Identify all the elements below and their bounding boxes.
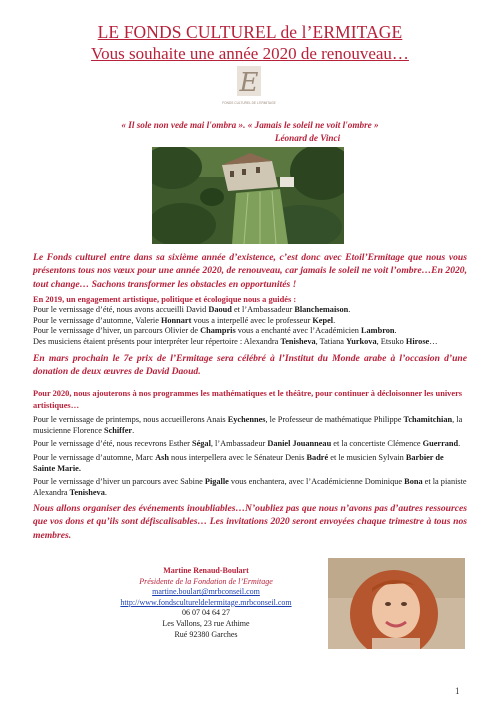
page-title: LE FONDS CULTUREL de l’ERMITAGE — [97, 22, 403, 42]
intro-paragraph: Le Fonds culturel entre dans sa sixième année d’existence, c’est donc avec Etoil’Ermitage que nous vous présentons tous nos vœux pour une année 2020, de renouveau, car jamais le soleil ne voit l’ombre…En 2020, tout change… Sachons transformer les obstacles en opportunités ! — [33, 252, 467, 290]
closing-paragraph: Nous allons organiser des événements inoubliables…N’oubliez pas que nous n’avons pas d’autres ressources que vos dons et qu’ils sont défiscalisables… Les invitations 2020 seront envoyées chaque trimestre à tous nos membres. — [33, 503, 467, 541]
quote-text: « Il sole non vede mai l'ombra ». « Jamais le soleil ne voit l'ombre » — [121, 120, 379, 130]
section-2020 — [33, 388, 467, 501]
page-number: 1 — [455, 686, 460, 696]
signature-address-line-2: Rué 92380 Garches — [174, 629, 238, 639]
section-2020-line-3: Pour le vernissage d’automne, Marc Ash nous interpellera avec le Sénateur Denis Badré et le musicien Sylvain Barbier de Sainte Marie. — [33, 453, 444, 473]
signature-role: Présidente de la Fondation de l’Ermitage — [139, 576, 273, 586]
section-2019-line-1: Pour le vernissage d’été, nous avons accueilli David Daoud et l’Ambassadeur Blanchemaison. — [33, 305, 351, 315]
section-2019 — [33, 295, 467, 347]
signature-name: Martine Renaud-Boulart — [163, 566, 249, 575]
section-2020-line-1: Pour le vernissage de printemps, nous accueillerons Anais Eychennes, le Professeur de mathématique Philippe Tchamitchian, la musicienne Florence Schiffer. — [33, 415, 463, 435]
quote-author: Léonard de Vinci — [274, 133, 341, 143]
logo-caption: FONDS CULTUREL DE L'ERMITAGE — [222, 101, 276, 105]
section-2019-line-3: Pour le vernissage d’hiver, un parcours Olivier de Champris vous a enchanté avec l’Académicien Lambron. — [33, 326, 397, 336]
signature-website-link[interactable]: http://www.fondscultureldelermitage.mrbconseil.com — [120, 597, 292, 607]
section-2019-line-4: Des musiciens étaient présents pour interpréter leur répertoire : Alexandra Tenisheva, Tatiana Yurkova, Etsuko Hirose… — [33, 336, 438, 346]
portrait-photo — [328, 558, 465, 649]
section-2019-line-2: Pour le vernissage d’automne, Valerie Honnart vous a interpellé avec le professeur Kepel. — [33, 315, 336, 325]
section-2020-heading: Pour 2020, nous ajouterons à nos programmes les mathématiques et le théâtre, pour continuer à décloisonner les univers artistiques… — [33, 389, 463, 410]
section-2020-line-4: Pour le vernissage d’hiver un parcours avec Sabine Pigalle vous enchantera, avec l’Académicienne Dominique Bona et la pianiste Alexandra Tenisheva. — [33, 477, 467, 497]
signature-address-line-1: Les Vallons, 23 rue Athime — [162, 618, 250, 628]
section-2019-heading: En 2019, un engagement artistique, politique et écologique nous a guidés : — [33, 295, 297, 304]
page-subtitle: Vous souhaite une année 2020 de renouveau… — [91, 44, 409, 63]
aerial-garden-photo — [152, 147, 344, 244]
ermitage-logo — [219, 64, 279, 118]
prize-paragraph: En mars prochain le 7e prix de l’Ermitage sera célébré à l’Institut du Monde arabe à l’occasion d’une donation de deux œuvres de David Daoud. — [33, 353, 467, 378]
logo-letter: E — [239, 68, 259, 98]
signature-email-link[interactable]: martine.boulart@mrbconseil.com — [152, 587, 260, 597]
section-2020-line-2: Pour le vernissage d’été, nous recevrons Esther Ségal, l’Ambassadeur Daniel Jouanneau et la concertiste Clémence Guerrand. — [33, 439, 461, 449]
signature-block — [96, 566, 316, 640]
signature-phone: 06 07 04 64 27 — [182, 608, 230, 618]
